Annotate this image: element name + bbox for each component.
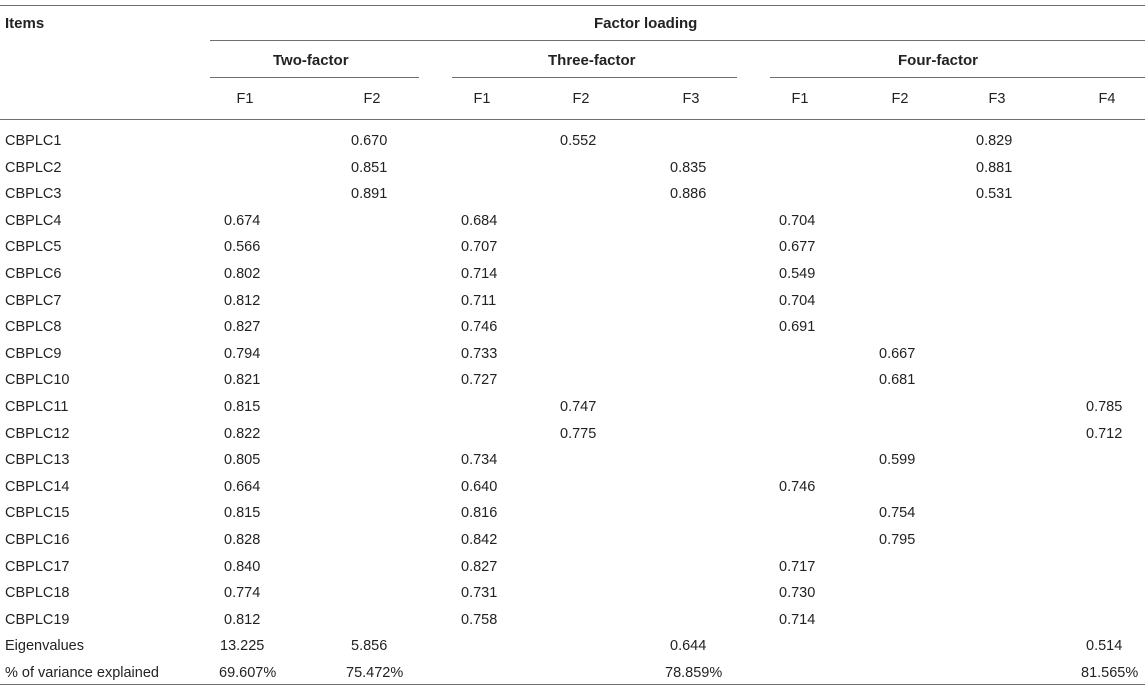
table-cell: 0.714 [461, 266, 498, 282]
table-cell: 0.730 [779, 585, 816, 602]
row-label: CBPLC16 [5, 532, 70, 548]
table-cell: 0.828 [224, 532, 261, 548]
row-label: CBPLC14 [5, 478, 70, 495]
table-cell: 69.607% [219, 665, 277, 681]
column-header: F1 [791, 91, 809, 107]
row-label: CBPLC9 [5, 345, 62, 362]
table-cell: 0.795 [879, 532, 916, 548]
table-cell: 0.667 [879, 345, 916, 362]
row-label: CBPLC10 [5, 372, 70, 389]
table-cell: 0.758 [461, 611, 498, 628]
row-label: % of variance explained [5, 665, 159, 681]
table-cell: 0.812 [224, 611, 261, 628]
table-cell: 0.681 [879, 372, 916, 389]
row-label: CBPLC3 [5, 186, 62, 203]
column-header: F3 [988, 91, 1006, 107]
table-cell: 0.802 [224, 266, 261, 282]
table-cell: 0.670 [351, 133, 388, 149]
row-label: CBPLC15 [5, 505, 70, 522]
factor-loading-header: Factor loading [594, 15, 698, 32]
column-header: F4 [1098, 91, 1116, 107]
table-cell: 0.599 [879, 452, 916, 469]
table-cell: 0.881 [976, 159, 1013, 176]
table-cell: 0.827 [224, 319, 261, 336]
items-header: Items [5, 15, 45, 32]
row-label: CBPLC2 [5, 159, 62, 176]
table-cell: 0.704 [779, 212, 816, 229]
row-label: CBPLC4 [5, 212, 62, 229]
table-cell: 0.886 [670, 186, 707, 203]
table-cell: 0.684 [461, 212, 498, 229]
table-cell: 0.731 [461, 585, 498, 602]
table-cell: 0.677 [779, 239, 816, 256]
table-cell: 13.225 [220, 638, 265, 655]
row-label: CBPLC1 [5, 133, 62, 149]
table-cell: 0.851 [351, 159, 388, 176]
column-header: F2 [891, 91, 909, 107]
table-cell: 0.552 [560, 133, 597, 149]
top-rule [0, 5, 1145, 6]
table-cell: 78.859% [665, 665, 723, 681]
table-cell: 0.734 [461, 452, 498, 469]
row-label: CBPLC11 [5, 399, 69, 415]
table-cell: 0.816 [461, 505, 498, 522]
table-cell: 0.746 [461, 319, 498, 336]
table-cell: 0.840 [224, 558, 261, 575]
table-cell: 0.640 [461, 478, 498, 495]
table-cell: 0.711 [461, 292, 497, 309]
table-cell: 0.644 [670, 638, 707, 655]
table-cell: 0.794 [224, 345, 261, 362]
table-cell: 0.733 [461, 345, 498, 362]
table-cell: 0.815 [224, 399, 261, 415]
column-header: F2 [572, 91, 590, 107]
row-label: CBPLC8 [5, 319, 62, 336]
column-header: F2 [363, 91, 381, 107]
table-cell: 0.805 [224, 452, 261, 469]
table-cell: 0.717 [779, 558, 816, 575]
row-label: CBPLC12 [5, 425, 70, 442]
table-cell: 0.812 [224, 292, 261, 309]
table-cell: 0.514 [1086, 638, 1123, 655]
table-cell: 0.774 [224, 585, 261, 602]
row-label: CBPLC5 [5, 239, 62, 256]
table-cell: 5.856 [351, 638, 388, 655]
table-cell: 0.704 [779, 292, 816, 309]
row-label: CBPLC19 [5, 611, 70, 628]
table-cell: 0.822 [224, 425, 261, 442]
table-cell: 0.827 [461, 558, 498, 575]
row-label: CBPLC7 [5, 292, 62, 309]
table-cell: 81.565% [1081, 665, 1139, 681]
table-cell: 0.531 [976, 186, 1013, 203]
four-factor-rule [770, 77, 1145, 78]
table-cell: 0.664 [224, 478, 261, 495]
table-cell: 75.472% [346, 665, 404, 681]
row-label: CBPLC6 [5, 266, 62, 282]
header-bottom-rule [0, 119, 1145, 120]
group-three-factor: Three-factor [548, 52, 636, 69]
three-factor-rule [452, 77, 737, 78]
row-label: CBPLC17 [5, 558, 70, 575]
column-header: F1 [473, 91, 491, 107]
table-cell: 0.747 [560, 399, 597, 415]
table-cell: 0.746 [779, 478, 816, 495]
table-cell: 0.891 [351, 186, 388, 203]
table-cell: 0.712 [1086, 425, 1123, 442]
row-label: CBPLC13 [5, 452, 70, 469]
table-cell: 0.707 [461, 239, 498, 256]
table-cell: 0.549 [779, 266, 816, 282]
bottom-rule [0, 684, 1145, 685]
table-cell: 0.785 [1086, 399, 1123, 415]
table-cell: 0.714 [779, 611, 816, 628]
group-four-factor: Four-factor [898, 52, 978, 69]
table-cell: 0.829 [976, 133, 1013, 149]
two-factor-rule [210, 77, 419, 78]
row-label: CBPLC18 [5, 585, 70, 602]
table-cell: 0.835 [670, 159, 707, 176]
column-header: F3 [682, 91, 700, 107]
table-cell: 0.821 [224, 372, 261, 389]
table-cell: 0.775 [560, 425, 597, 442]
table-cell: 0.754 [879, 505, 916, 522]
row-label: Eigenvalues [5, 638, 84, 655]
factor-loading-rule [210, 40, 1145, 41]
column-header: F1 [236, 91, 254, 107]
table-cell: 0.727 [461, 372, 498, 389]
table-cell: 0.815 [224, 505, 261, 522]
group-two-factor: Two-factor [273, 52, 349, 69]
table-cell: 0.842 [461, 532, 498, 548]
table-cell: 0.674 [224, 212, 261, 229]
table-cell: 0.566 [224, 239, 261, 256]
table-cell: 0.691 [779, 319, 816, 336]
